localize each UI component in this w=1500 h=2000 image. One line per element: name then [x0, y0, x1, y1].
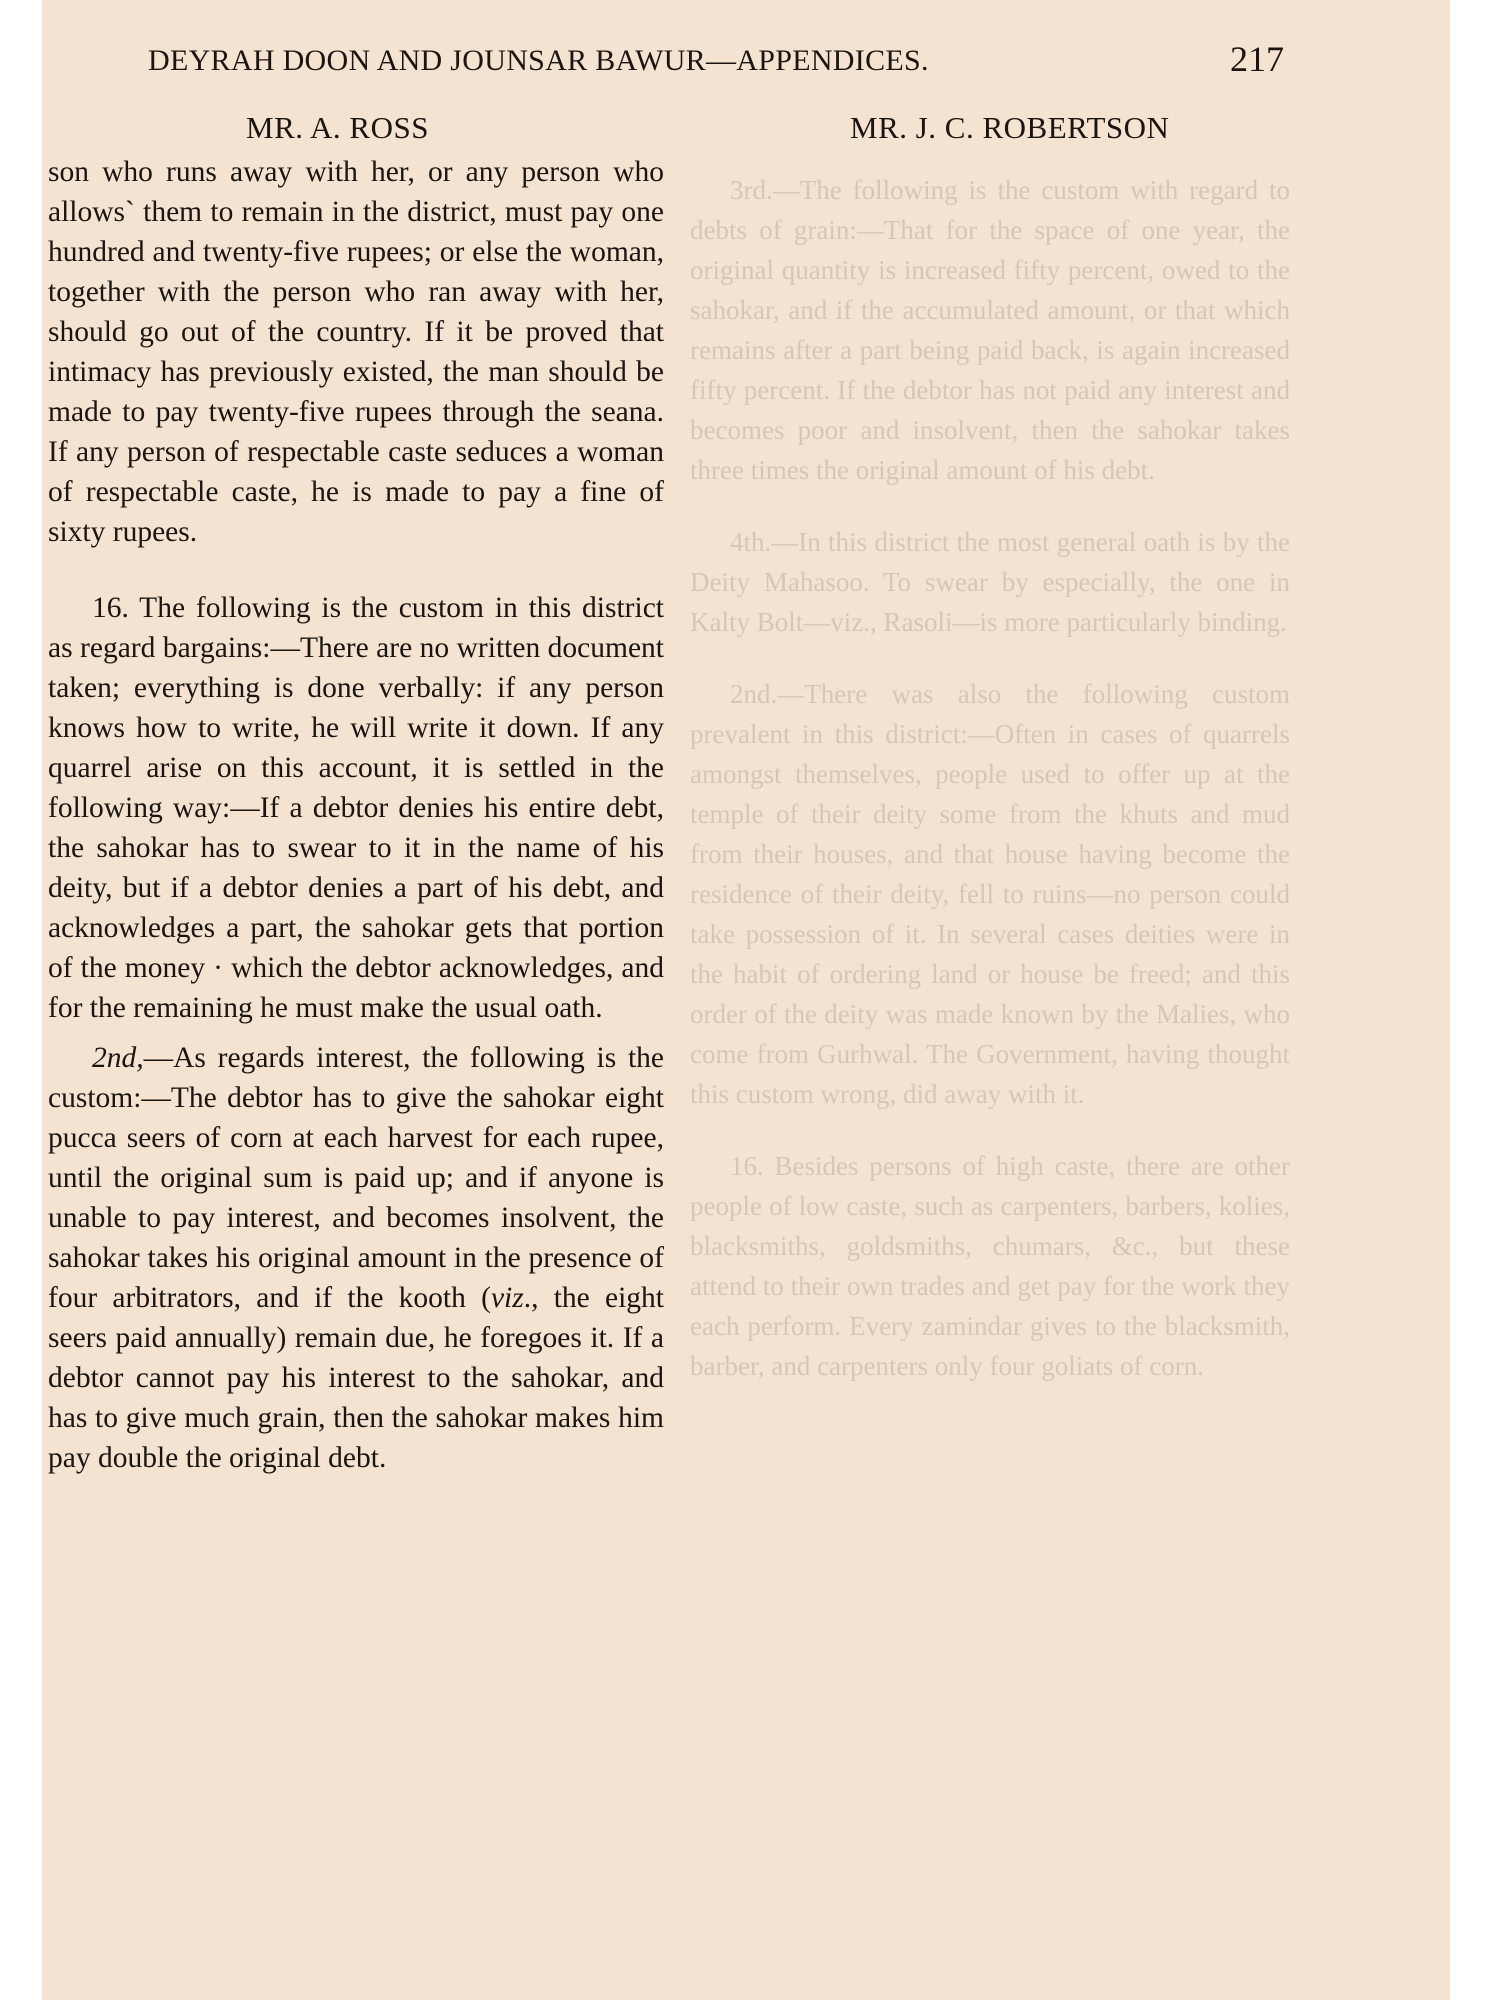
faint-paragraph: 16. Besides persons of high caste, there are other people of low caste, such as carpenters, barbers, kolies, blacksmiths, goldsmiths, chumars, &c., but these attend to their own trades and get pay for the work they each perform. Every zamindar gives to the blacksmith, barber, and carpenters only four goliats of corn. [690, 1151, 1290, 1381]
faint-paragraph: 2nd.—There was also the following custom prevalent in this district:—Often in cases of quarrels amongst themselves, people used to offer up at the temple of their deity some from the khuts and mud from their houses, and that house having become the residence of their deity, fell to ruins—no person could take possession of it. In several cases deities were in the habit of ordering land or house be freed; and this order of the deity was made known by the Malies, who come from Gurhwal. The Government, having thought this custom wrong, did away with it. [690, 679, 1290, 1109]
paragraph-second [48, 1038, 664, 1478]
running-header: DEYRAH DOON AND JOUNSAR BAWUR—APPENDICES. [148, 44, 929, 77]
ordinal-label: 2nd, [92, 1042, 144, 1074]
left-column-text [48, 152, 664, 1478]
faint-paragraph: 3rd.—The following is the custom with regard to debts of grain:—That for the space of one year, the original quantity is increased fifty percent, owed to the sahokar, and if the accumulated amount, or that which remains after a part being paid back, is again increased fifty percent. If the debtor has not paid any interest and becomes poor and insolvent, then the sahokar takes three times the original amount of his debt. [690, 175, 1290, 485]
right-column-title: MR. J. C. ROBERTSON [850, 110, 1170, 145]
paragraph-second-body: —As regards interest, the following is the custom:—The debtor has to give the sahokar eight pucca seers of corn at each harvest for each rupee, until the original sum is paid up; and if anyone is unable to pay interest, and becomes insolvent, the sahokar takes his original amount in the presence of four arbitrators, and if the kooth ( [48, 1042, 664, 1314]
paragraph-gap [48, 552, 664, 588]
left-column-title: MR. A. ROSS [246, 110, 429, 145]
paragraph-16: 16. The following is the custom in this district as regard bargains:—There are no written document taken; everything is done verbally: if any person knows how to write, he will write it down. If any quarrel arise on this account, it is settled in the following way:—If a debtor denies his entire debt, the sahokar has to swear to it in the name of his deity, but if a debtor denies a part of his debt, and acknowledges a part, the sahokar gets that portion of the money · which the debtor acknowledges, and for the remaining he must make the usual oath. [48, 592, 664, 1024]
faint-paragraph: 4th.—In this district the most general oath is by the Deity Mahasoo. To swear by especially, the one in Kalty Bolt—viz., Rasoli—is more particularly binding. [690, 527, 1290, 637]
continued-paragraph: son who runs away with her, or any person who allows` them to remain in the district, must pay one hundred and twenty-five rupees; or else the woman, together with the person who ran away with her, should go out of the country. If it be proved that intimacy has previously existed, the man should be made to pay twenty-five rupees through the seana. If any person of respectable caste seduces a woman of respectable caste, he is made to pay a fine of sixty rupees. [48, 156, 664, 548]
page-number: 217 [1230, 39, 1284, 79]
viz-abbrev: viz [490, 1282, 524, 1314]
right-column-faint-text [690, 170, 1290, 1418]
paragraph-second-rest: ., the eight seers paid annually) remain due, he foregoes it. If a debtor cannot pay his interest to the sahokar, and has to give much grain, then the sahokar makes him pay double the original debt. [48, 1282, 664, 1474]
